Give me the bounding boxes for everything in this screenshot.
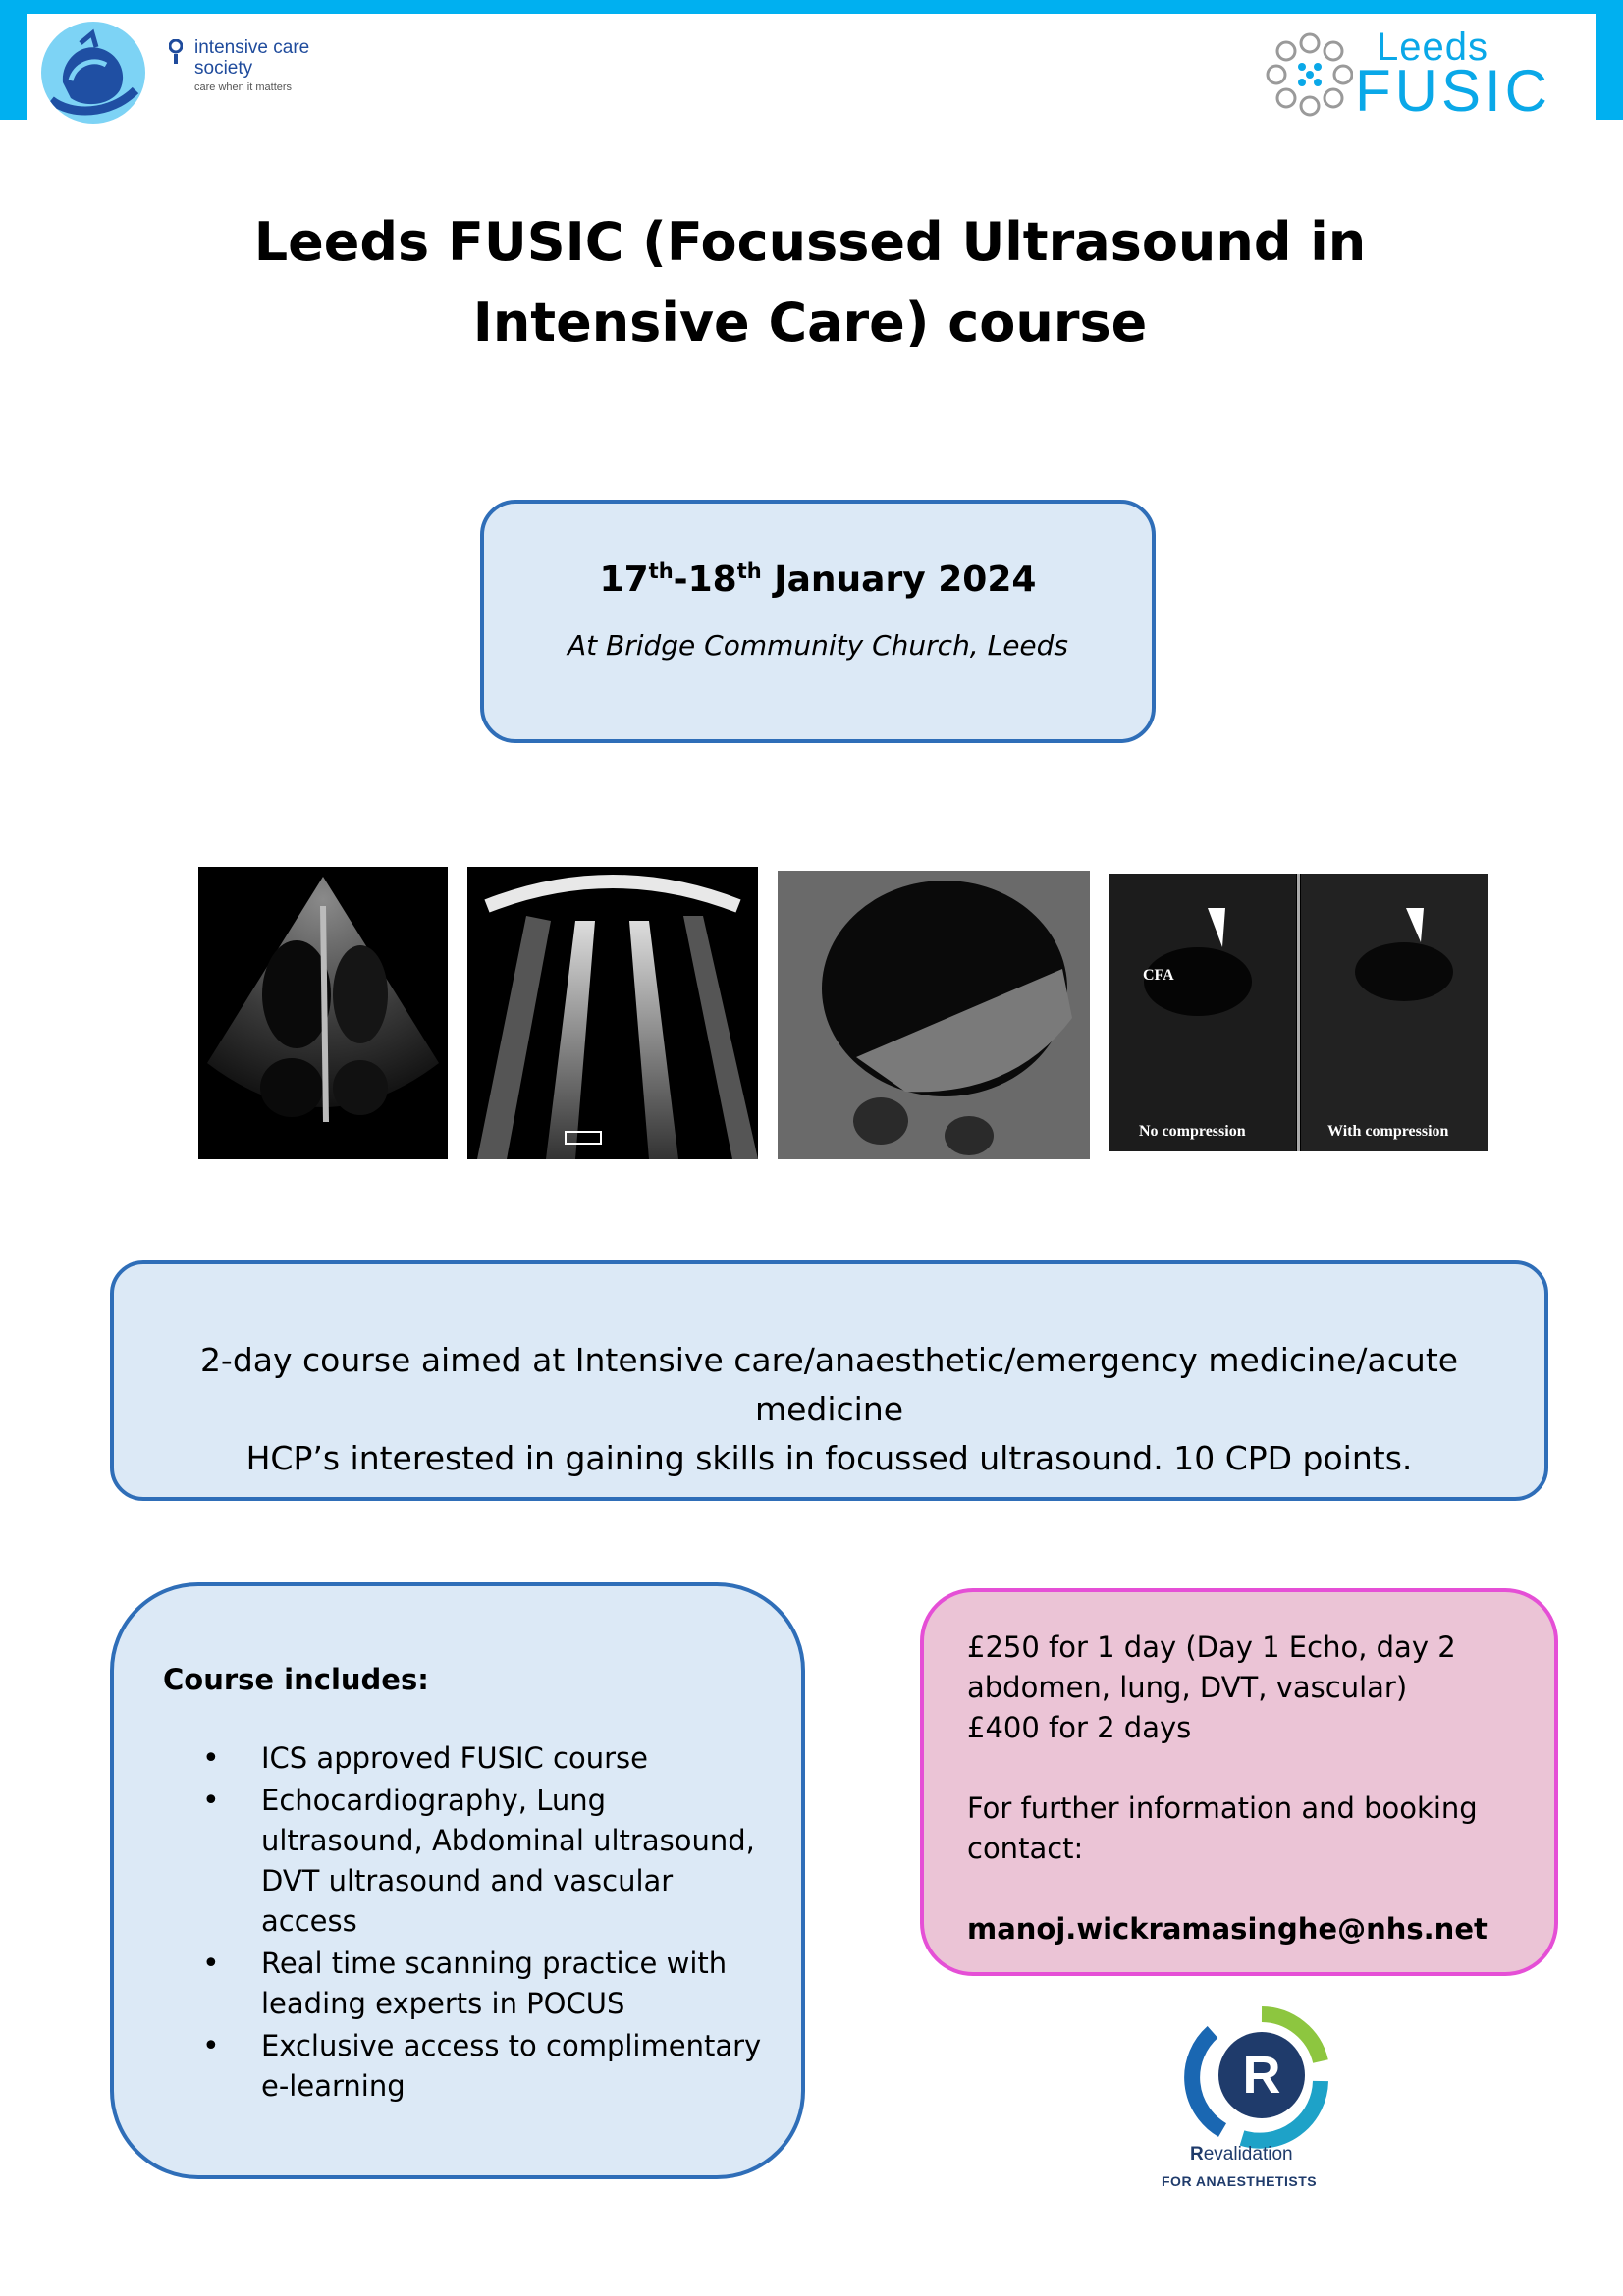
- no-compression-label: No compression: [1139, 1123, 1246, 1140]
- abdominal-ultrasound-image: [778, 871, 1090, 1159]
- list-item: • Real time scanning practice with leading experts in POCUS: [163, 1944, 772, 2024]
- list-item: • Exclusive access to complimentary e-learning: [163, 2026, 772, 2107]
- revalidation-rest: evalidation: [1203, 2144, 1293, 2164]
- event-date-box: [480, 500, 1156, 743]
- description-line1: 2-day course aimed at Intensive care/anaesthetic/emergency medicine/acute medicine: [199, 1341, 1459, 1428]
- cfa-label: CFA: [1143, 967, 1174, 984]
- includes-heading: Course includes:: [163, 1663, 429, 1696]
- info-line2: contact:: [967, 1832, 1084, 1865]
- ics-logo-text: [167, 37, 363, 116]
- event-venue: At Bridge Community Church, Leeds: [567, 629, 1069, 662]
- contact-email-link[interactable]: manoj.wickramasinghe@nhs.net: [967, 1912, 1488, 1946]
- date-start-day: 17: [599, 560, 649, 600]
- lung-ultrasound-image: [467, 867, 758, 1159]
- title-line2: Intensive Care) course: [472, 292, 1148, 353]
- header-right-edge: [1596, 14, 1623, 120]
- with-compression-label: With compression: [1327, 1123, 1449, 1140]
- price-line2: abdomen, lung, DVT, vascular): [967, 1671, 1408, 1704]
- echo-ultrasound-image: [198, 867, 448, 1159]
- date-month-year: January 2024: [761, 560, 1037, 600]
- revalidation-subtitle: FOR ANAESTHETISTS: [1162, 2173, 1318, 2189]
- revalidation-r-letter: R: [1242, 2046, 1281, 2105]
- dvt-compression-ultrasound-image: [1109, 874, 1488, 1151]
- title-line1: Leeds FUSIC (Focussed Ultrasound in: [253, 211, 1367, 273]
- ics-emblem-logo: [41, 22, 145, 124]
- page-title: [196, 202, 1424, 363]
- price-line1: £250 for 1 day (Day 1 Echo, day 2: [967, 1630, 1456, 1664]
- revalidation-initial: R: [1190, 2144, 1204, 2164]
- header-bar: [0, 0, 1623, 14]
- fusic-logo-fusic: FUSIC: [1355, 58, 1551, 124]
- ics-logo-line2: society: [194, 58, 253, 79]
- course-includes-box: [110, 1582, 805, 2179]
- date-start-suffix: th: [648, 560, 674, 583]
- course-description-box: [110, 1260, 1548, 1501]
- ics-logo-line1: intensive care: [194, 37, 310, 58]
- fusic-logo-leeds: Leeds: [1377, 26, 1488, 69]
- description-line2: HCP’s interested in gaining skills in focussed ultrasound. 10 CPD points.: [245, 1439, 1413, 1477]
- ics-logo-tagline: care when it matters: [194, 81, 293, 93]
- header-left-edge: [0, 14, 27, 120]
- pricing-text: [967, 1628, 1517, 1949]
- course-description: [114, 1336, 1544, 1483]
- date-end-suffix: th: [736, 560, 762, 583]
- revalidation-word: [1190, 2144, 1293, 2165]
- revalidation-logo: [1173, 2002, 1350, 2199]
- includes-list: [163, 1738, 772, 2109]
- event-date: [484, 560, 1152, 600]
- date-end-day: -18: [673, 560, 737, 600]
- info-line1: For further information and booking: [967, 1791, 1478, 1825]
- list-item: • Echocardiography, Lung ultrasound, Abdominal ultrasound, DVT ultrasound and vascular access: [163, 1781, 772, 1942]
- list-item: • ICS approved FUSIC course: [163, 1738, 772, 1779]
- price-line3: £400 for 2 days: [967, 1711, 1192, 1744]
- pricing-contact-box: [920, 1588, 1558, 1976]
